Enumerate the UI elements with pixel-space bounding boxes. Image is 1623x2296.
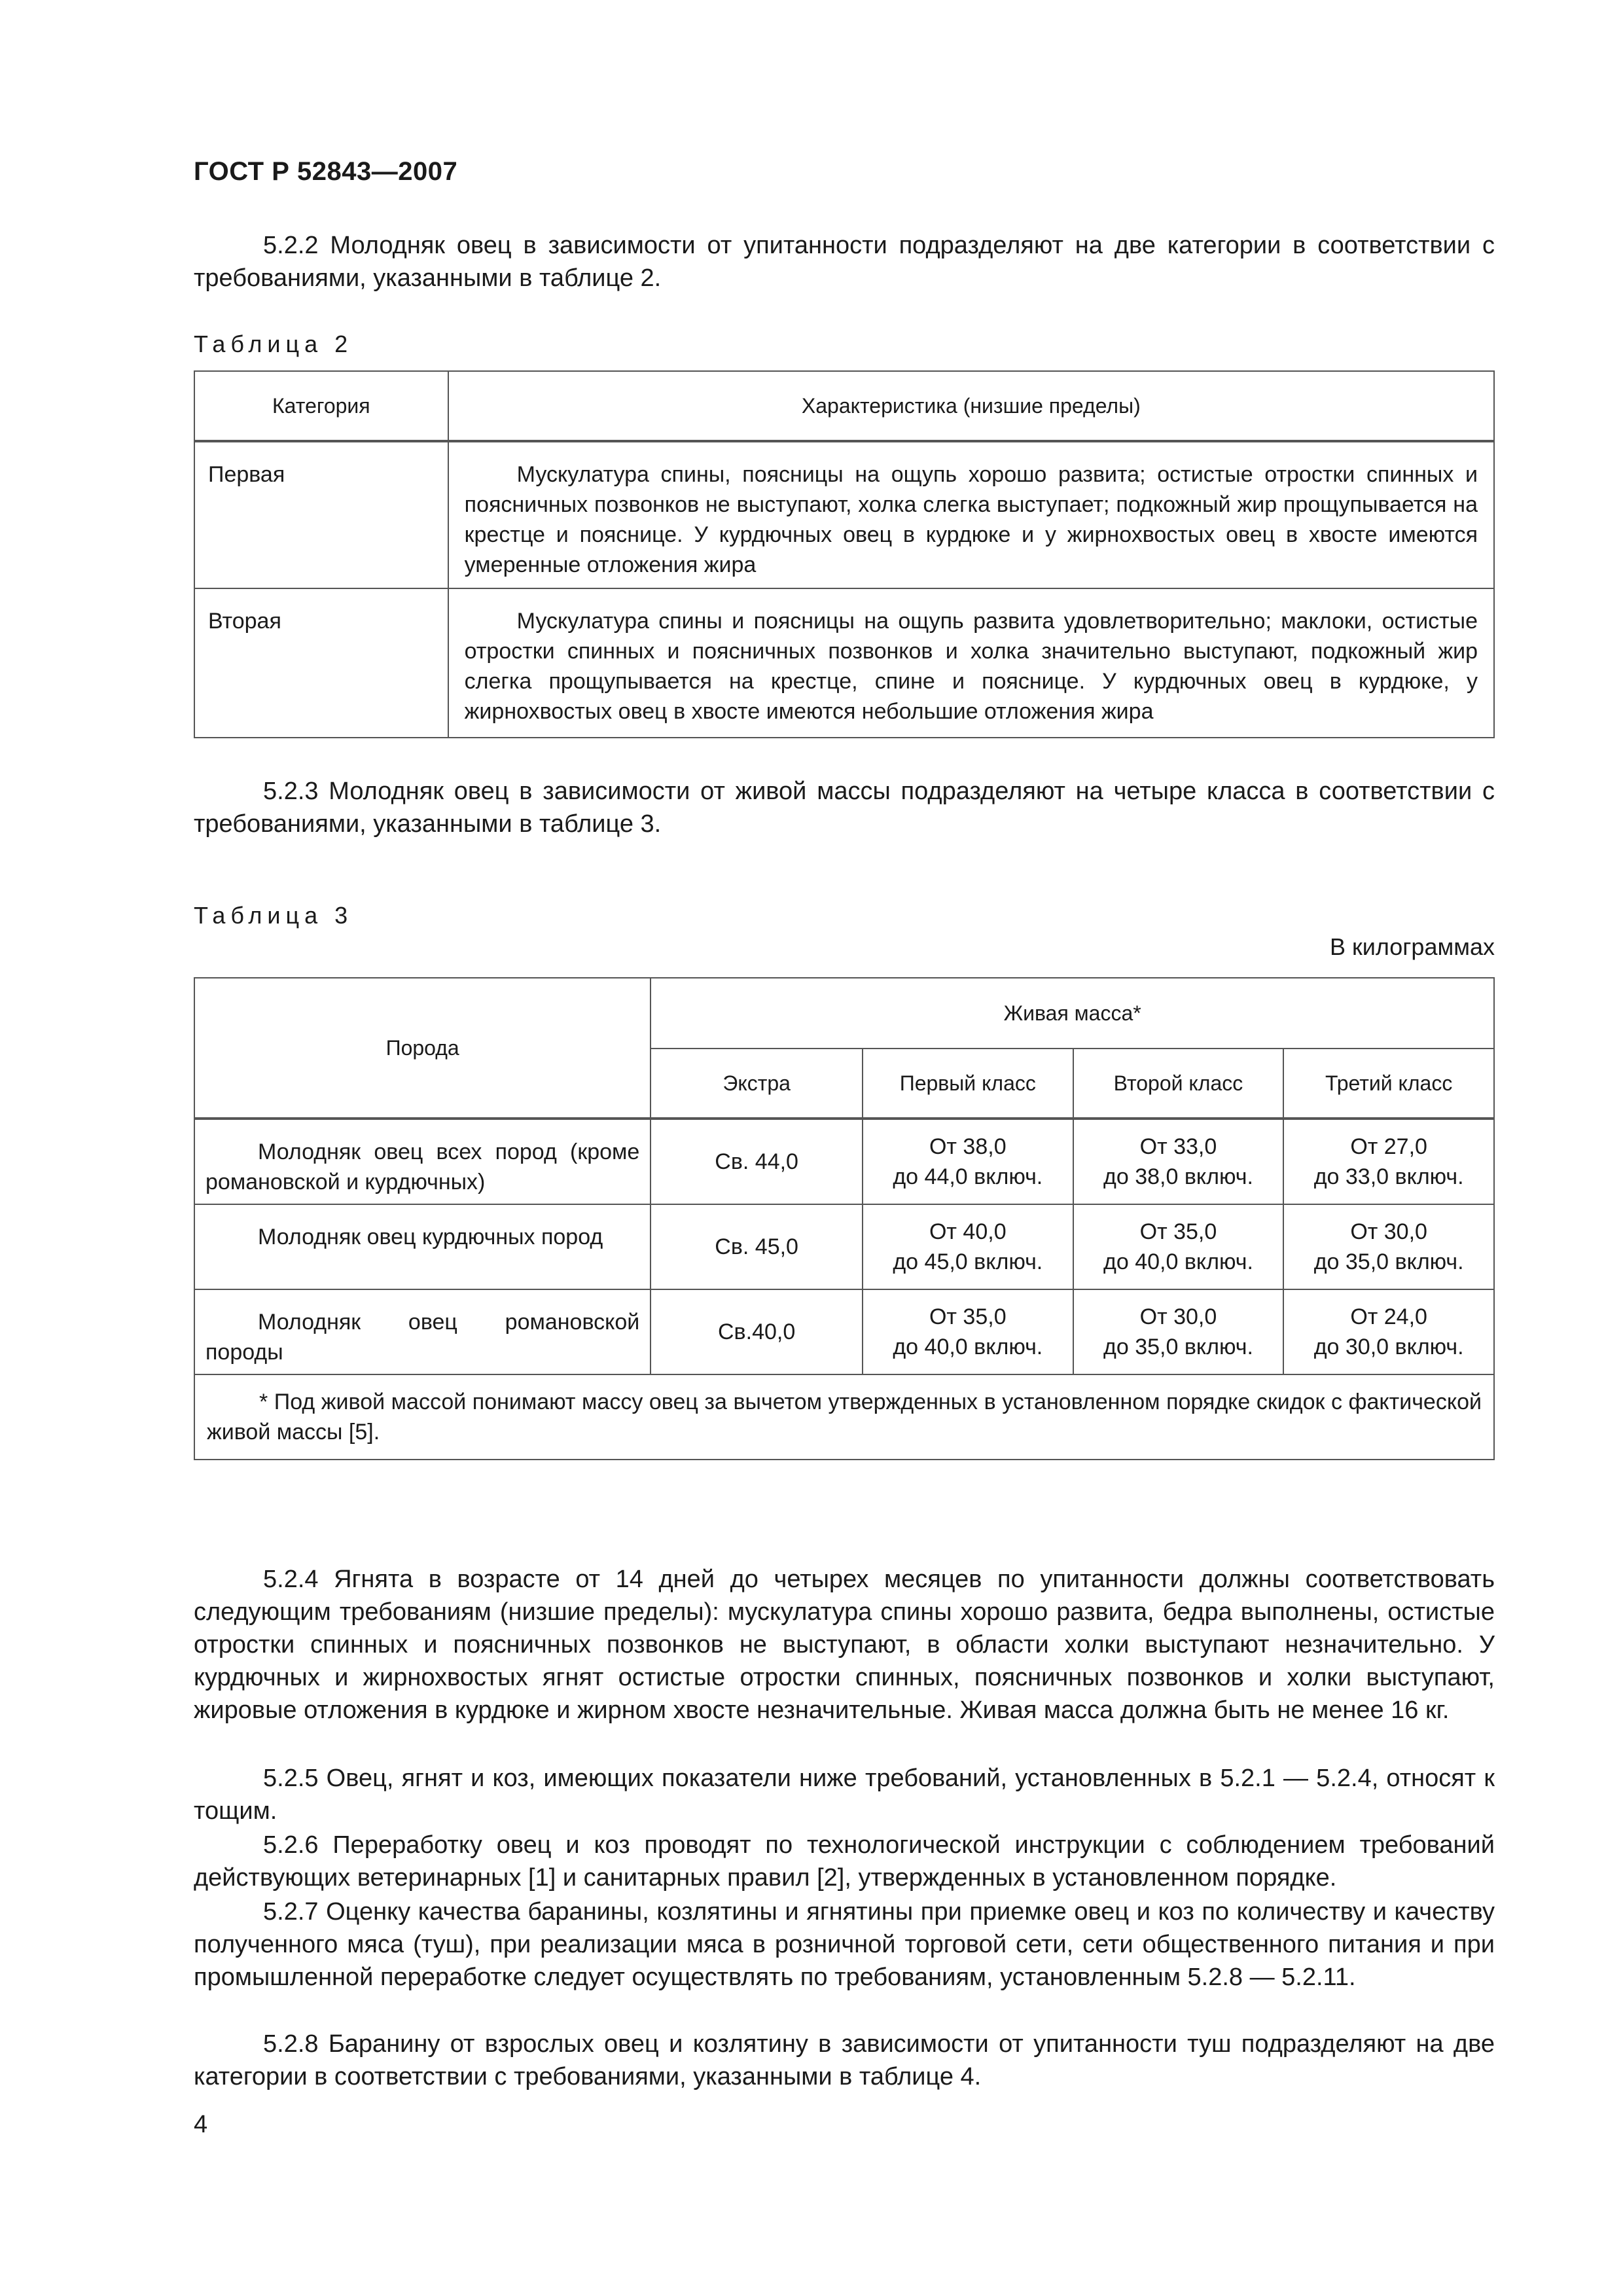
category-cell: Первая	[194, 441, 448, 588]
table3-header-extra: Экстра	[651, 1049, 863, 1119]
page-number: 4	[194, 2111, 208, 2138]
table3-footnote: * Под живой массой понимают массу овец за вычетом утвержденных в установленном порядке скидок с фактической живой массы [5].	[194, 1374, 1494, 1460]
range-from: От 33,0	[1139, 1134, 1217, 1159]
range-to: до 38,0 включ.	[1103, 1164, 1253, 1189]
table2-header-characteristic: Характеристика (низшие пределы)	[448, 371, 1494, 441]
table3-footnote-row	[194, 1374, 1494, 1460]
table-row	[194, 441, 1494, 588]
class2-cell	[1073, 1204, 1284, 1289]
table2-header-category: Категория	[194, 371, 448, 441]
extra-cell: Св. 45,0	[651, 1204, 863, 1289]
paragraph-5-2-7: 5.2.7 Оценку качества баранины, козлятины и ягнятины при приемке овец и коз по количеству и качеству полученного мяса (туш), при реализации мяса в розничной торговой сети, сети общественного питания и при промышленной переработке следует осуществлять по требованиям, установленным 5.2.8 — 5.2.11.	[194, 1898, 1495, 1991]
class1-cell	[863, 1119, 1073, 1204]
range-to: до 45,0 включ.	[893, 1249, 1043, 1274]
table3-header-live-mass: Живая масса*	[651, 978, 1494, 1049]
table-3	[194, 977, 1495, 1460]
range-to: до 33,0 включ.	[1313, 1164, 1464, 1189]
table2-caption: Таблица 2	[194, 331, 353, 357]
extra-cell: Св.40,0	[651, 1289, 863, 1374]
range-to: до 40,0 включ.	[893, 1335, 1043, 1359]
table3-header-row	[194, 978, 1494, 1049]
range-from: От 30,0	[1350, 1219, 1427, 1244]
table3-header-class2: Второй класс	[1073, 1049, 1284, 1119]
table-row	[194, 1204, 1494, 1289]
range-from: От 30,0	[1139, 1304, 1217, 1329]
range-from: От 27,0	[1350, 1134, 1427, 1159]
breed-cell: Молодняк овец курдючных пород	[194, 1204, 651, 1289]
paragraph-5-2-5: 5.2.5 Овец, ягнят и коз, имеющих показатели ниже требований, установленных в 5.2.1 — 5.2.4, относят к тощим.	[194, 1765, 1495, 1825]
table3-header-class3: Третий класс	[1283, 1049, 1494, 1119]
table-2	[194, 370, 1495, 738]
extra-cell: Св. 44,0	[651, 1119, 863, 1204]
table-row	[194, 1119, 1494, 1204]
table3-header-breed: Порода	[194, 978, 651, 1119]
range-from: От 40,0	[929, 1219, 1007, 1244]
range-to: до 40,0 включ.	[1103, 1249, 1253, 1274]
paragraph-5-2-8: 5.2.8 Баранину от взрослых овец и козлятину в зависимости от упитанности туш подразделяют на две категории в соответствии с требованиями, указанными в таблице 4.	[194, 2030, 1495, 2090]
document-header: ГОСТ Р 52843—2007	[194, 157, 458, 186]
paragraph-5-2-6: 5.2.6 Переработку овец и коз проводят по технологической инструкции с соблюдением требований действующих ветеринарных [1] и санитарных правил [2], утвержденных в установленном порядке.	[194, 1831, 1495, 1892]
class3-cell	[1283, 1119, 1494, 1204]
range-to: до 35,0 включ.	[1103, 1335, 1253, 1359]
breed-cell: Молодняк овец романовской породы	[194, 1289, 651, 1374]
class1-cell	[863, 1289, 1073, 1374]
class3-cell	[1283, 1289, 1494, 1374]
breed-cell: Молодняк овец всех пород (кроме романовской и курдючных)	[194, 1119, 651, 1204]
table3-header-class1: Первый класс	[863, 1049, 1073, 1119]
paragraph-5-2-3: 5.2.3 Молодняк овец в зависимости от живой массы подразделяют на четыре класса в соответствии с требованиями, указанными в таблице 3.	[194, 778, 1495, 838]
range-to: до 35,0 включ.	[1313, 1249, 1464, 1274]
characteristic-cell: Мускулатура спины и поясницы на ощупь развита удовлетворительно; маклоки, остистые отростки спинных и поясничных позвонков и холка значительно выступают, подкожный жир слегка прощупывается на крестце, спине и пояснице. У курдючных овец в курдюке, у жирнохвостых овец в хвосте имеются небольшие отложения жира	[448, 588, 1494, 738]
document-page	[194, 0, 1495, 2296]
table3-units: В килограммах	[1330, 933, 1495, 960]
table-row	[194, 588, 1494, 738]
table-row	[194, 1289, 1494, 1374]
range-to: до 44,0 включ.	[893, 1164, 1043, 1189]
range-to: до 30,0 включ.	[1313, 1335, 1464, 1359]
table2-header-row	[194, 371, 1494, 441]
characteristic-cell: Мускулатура спины, поясницы на ощупь хорошо развита; остистые отростки спинных и поясничных позвонков не выступают, холка слегка выступает; подкожный жир прощупывается на крестце и пояснице. У курдючных овец в курдюке и у жирнохвостых овец в хвосте имеются умеренные отложения жира	[448, 441, 1494, 588]
class2-cell	[1073, 1119, 1284, 1204]
range-from: От 35,0	[929, 1304, 1007, 1329]
paragraph-5-2-2: 5.2.2 Молодняк овец в зависимости от упитанности подразделяют на две категории в соответствии с требованиями, указанными в таблице 2.	[194, 232, 1495, 292]
range-from: От 24,0	[1350, 1304, 1427, 1329]
range-from: От 38,0	[929, 1134, 1007, 1159]
class2-cell	[1073, 1289, 1284, 1374]
category-cell: Вторая	[194, 588, 448, 738]
range-from: От 35,0	[1139, 1219, 1217, 1244]
class1-cell	[863, 1204, 1073, 1289]
class3-cell	[1283, 1204, 1494, 1289]
paragraph-5-2-4: 5.2.4 Ягнята в возрасте от 14 дней до четырех месяцев по упитанности должны соответствовать следующим требованиям (низшие пределы): мускулатура спины хорошо развита, бедра выполнены, остистые отростки спинных и поясничных позвонков не выступают, в области холки выступают незначительно. У курдючных и жирнохвостых ягнят остистые отростки спинных, поясничных позвонков и холки выступают, жировые отложения в курдюке и жирном хвосте незначительные. Живая масса должна быть не менее 16 кг.	[194, 1566, 1495, 1724]
table3-caption: Таблица 3	[194, 902, 353, 929]
